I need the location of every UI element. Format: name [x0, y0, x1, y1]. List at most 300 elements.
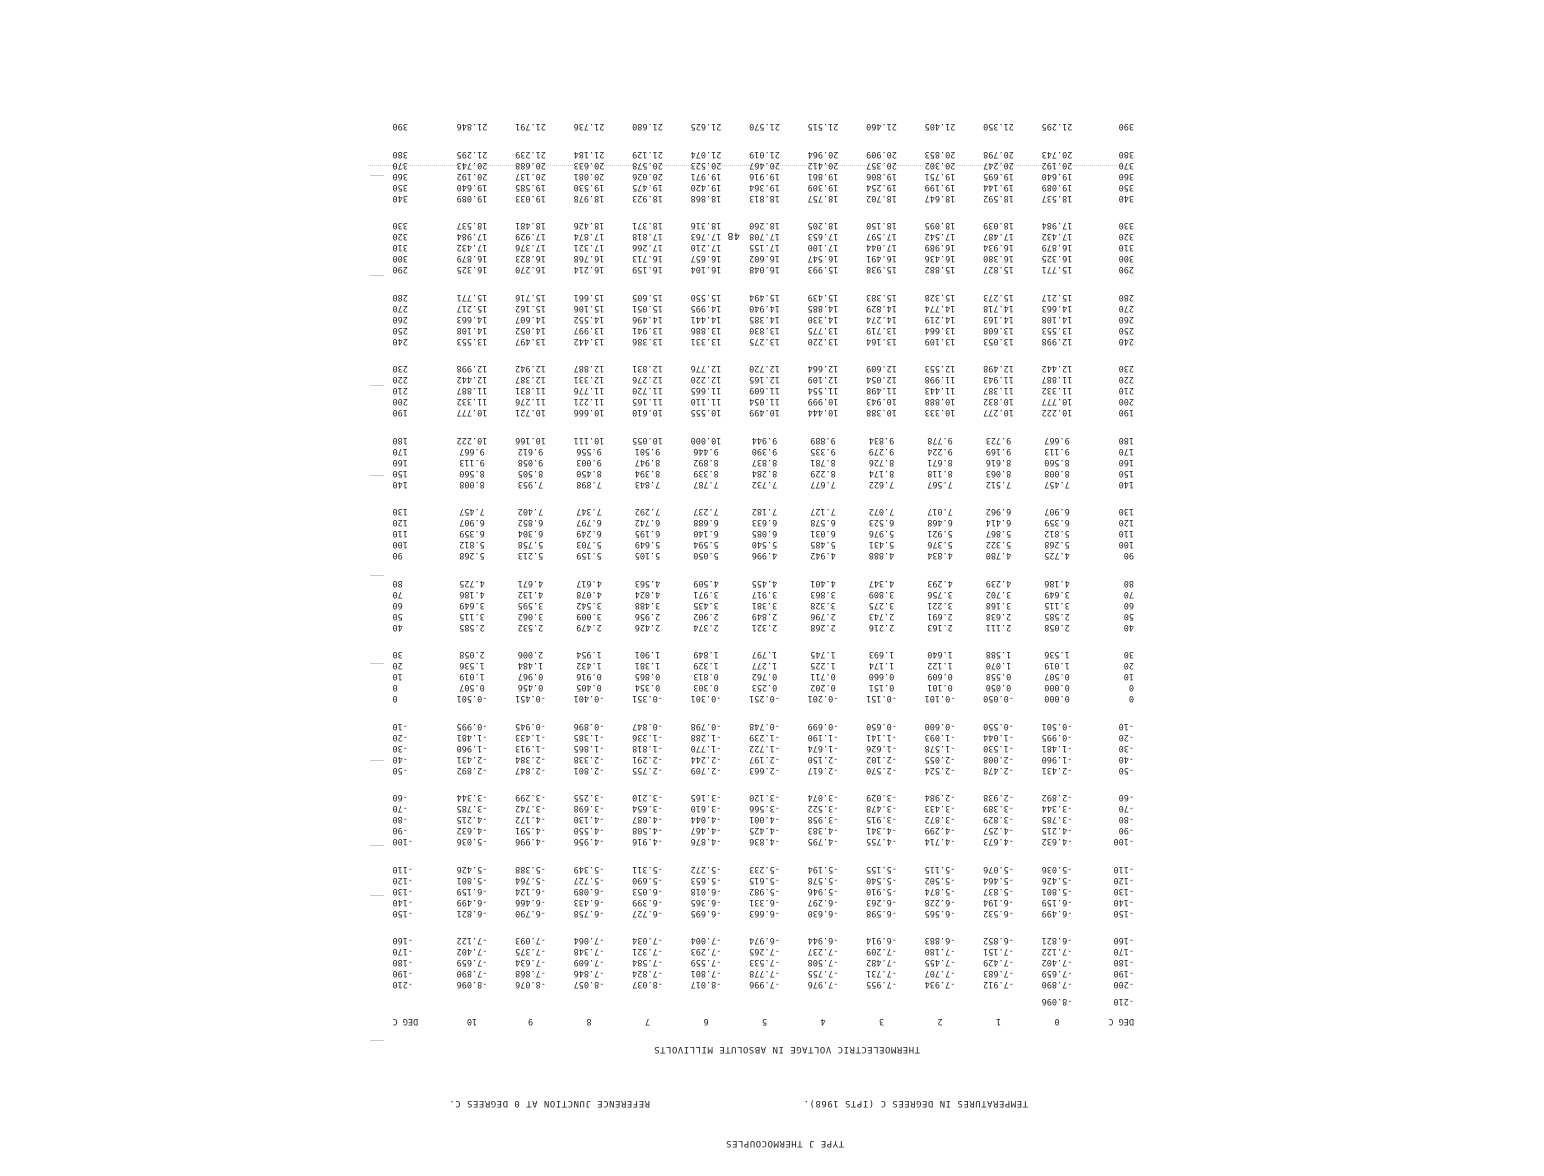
- table-cell: 1.019: [1044, 660, 1070, 671]
- table-cell: 16.380: [983, 253, 1014, 264]
- row-temp-label: -210: [1113, 996, 1134, 1006]
- table-cell: 19.199: [924, 181, 956, 192]
- table-cell: -3.654: [632, 803, 663, 814]
- row-temp-label-right: 30: [392, 649, 403, 660]
- table-cell: -4.215: [456, 814, 488, 825]
- table-cell: -4.130: [573, 814, 605, 825]
- table-cell: -6.399: [632, 896, 663, 907]
- table-cell: 17.542: [924, 231, 956, 242]
- row-temp-label-right: 240: [392, 335, 408, 346]
- row-temp-label-right: 290: [392, 264, 408, 275]
- table-cell: 0.354: [634, 682, 661, 693]
- table-cell: 13.109: [924, 335, 956, 346]
- table-cell: 12.998: [456, 363, 488, 374]
- table-cell: 12.498: [983, 363, 1014, 374]
- table-cell: 15.882: [924, 264, 956, 275]
- table-cell: -2.338: [573, 753, 605, 764]
- table-cell: -6.159: [1041, 896, 1073, 907]
- table-cell: 10.777: [456, 407, 488, 418]
- table-cell: -0.451: [515, 693, 546, 704]
- thermocouple-table: [358, 121, 1138, 1026]
- table-cell: -3.255: [573, 792, 605, 803]
- table-cell: -7.824: [632, 968, 663, 979]
- table-cell: -7.209: [866, 946, 897, 957]
- table-cell: -4.795: [807, 836, 839, 847]
- margin-mark: [370, 175, 384, 176]
- table-cell: 6.414: [985, 517, 1012, 528]
- table-cell: 7.347: [576, 506, 602, 517]
- table-cell: -1.433: [515, 731, 546, 742]
- table-cell: 4.401: [810, 578, 836, 588]
- table-cell: 12.442: [456, 374, 488, 385]
- table-cell: 20.798: [983, 149, 1014, 159]
- table-row: [358, 292, 1138, 302]
- table-cell: 19.585: [515, 181, 546, 192]
- table-cell: 6.085: [751, 528, 778, 539]
- table-row: [358, 875, 1138, 885]
- row-temp-label-right: -30: [392, 742, 408, 753]
- table-cell: 2.691: [927, 610, 953, 621]
- table-cell: -3.165: [690, 792, 722, 803]
- table-cell: -6.914: [866, 935, 897, 946]
- table-cell: 14.385: [749, 313, 780, 324]
- table-cell: 4.186: [1044, 578, 1070, 588]
- table-cell: 18.978: [573, 192, 605, 203]
- table-cell: -7.755: [807, 968, 839, 979]
- table-row: [358, 242, 1138, 252]
- table-cell: 9.003: [576, 456, 602, 467]
- table-cell: 16.989: [924, 242, 956, 253]
- table-cell: 5.649: [634, 539, 661, 550]
- table-cell: 3.488: [634, 599, 661, 610]
- table-cell: 4.347: [868, 578, 895, 588]
- table-row: [358, 457, 1138, 467]
- table-cell: 2.374: [693, 621, 719, 632]
- table-cell: -2.197: [749, 753, 780, 764]
- table-cell: 7.292: [634, 506, 661, 517]
- row-temp-label: 280: [1118, 292, 1134, 302]
- table-cell: 17.653: [807, 231, 839, 242]
- table-cell: 13.553: [1041, 324, 1073, 335]
- table-cell: -7.293: [690, 946, 722, 957]
- table-cell: 15.439: [807, 292, 839, 302]
- table-cell: 8.063: [985, 467, 1012, 478]
- table-cell: 12.553: [924, 363, 956, 374]
- table-cell: -7.890: [1041, 979, 1073, 990]
- table-cell: 7.512: [985, 478, 1012, 489]
- table-row: [358, 149, 1138, 159]
- table-cell: 21.350: [983, 121, 1014, 132]
- table-cell: 6.468: [927, 517, 953, 528]
- table-cell: 10.721: [515, 407, 546, 418]
- row-temp-label-right: 170: [392, 445, 408, 456]
- table-cell: 10.333: [924, 407, 956, 418]
- table-cell: -2.847: [515, 764, 546, 775]
- row-temp-label: -90: [1118, 825, 1134, 836]
- table-cell: 7.567: [927, 478, 953, 489]
- table-cell: -5.426: [456, 864, 488, 874]
- table-cell: 6.907: [459, 517, 485, 528]
- table-cell: 18.095: [924, 220, 956, 231]
- table-cell: 2.268: [810, 621, 836, 632]
- table-cell: 19.089: [1041, 181, 1073, 192]
- table-cell: 13.497: [515, 335, 546, 346]
- table-cell: 9.501: [634, 445, 661, 456]
- row-temp-label: 10: [1123, 671, 1134, 682]
- table-cell: 3.702: [985, 588, 1012, 599]
- table-cell: -6.263: [866, 896, 897, 907]
- row-temp-label: 60: [1123, 599, 1134, 610]
- table-row: [358, 578, 1138, 588]
- table-cell: 13.830: [749, 324, 780, 335]
- table-cell: 1.381: [634, 660, 661, 671]
- row-temp-label: 330: [1118, 220, 1134, 231]
- table-row: [358, 468, 1138, 478]
- table-cell: 0.253: [751, 682, 778, 693]
- table-cell: 1.954: [576, 649, 602, 660]
- table-cell: 18.592: [983, 192, 1014, 203]
- table-row: [358, 622, 1138, 632]
- table-cell: 15.661: [573, 292, 605, 302]
- table-cell: -7.455: [924, 957, 956, 968]
- row-temp-label-right: 310: [392, 242, 408, 253]
- table-row: [358, 396, 1138, 406]
- table-cell: 7.457: [459, 506, 485, 517]
- table-cell: -1.865: [573, 742, 605, 753]
- table-cell: 9.058: [517, 456, 544, 467]
- table-cell: 13.719: [866, 324, 897, 335]
- table-cell: 7.843: [634, 478, 661, 489]
- row-temp-label-right: -160: [392, 935, 413, 946]
- table-cell: -6.727: [632, 907, 663, 918]
- row-temp-label: 220: [1118, 374, 1134, 385]
- table-cell: 11.276: [515, 396, 546, 407]
- table-cell: 19.640: [456, 181, 488, 192]
- table-cell: -0.351: [632, 693, 663, 704]
- table-cell: -2.431: [1041, 764, 1073, 775]
- table-cell: 4.186: [459, 588, 485, 599]
- table-cell: 1.745: [810, 649, 836, 660]
- table-cell: -1.141: [866, 731, 897, 742]
- table-cell: -0.995: [1041, 731, 1073, 742]
- table-cell: 14.330: [807, 313, 839, 324]
- table-cell: -1.818: [632, 742, 663, 753]
- table-cell: 19.254: [866, 181, 897, 192]
- table-cell: 8.726: [868, 456, 895, 467]
- table-cell: -7.265: [749, 946, 780, 957]
- table-cell: 12.054: [866, 374, 897, 385]
- row-temp-label: -60: [1118, 792, 1134, 803]
- table-cell: 9.113: [459, 456, 485, 467]
- row-temp-label: 390: [1118, 121, 1134, 132]
- table-cell: -6.944: [807, 935, 839, 946]
- table-cell: -4.001: [749, 814, 780, 825]
- table-cell: 0.101: [927, 682, 953, 693]
- table-cell: 17.321: [573, 242, 605, 253]
- table-row: [358, 825, 1138, 835]
- table-cell: -5.036: [456, 836, 488, 847]
- table-cell: 14.607: [515, 313, 546, 324]
- table-cell: 11.498: [866, 385, 897, 396]
- row-temp-label: 0: [1128, 693, 1134, 704]
- table-cell: 6.031: [810, 528, 836, 539]
- table-cell: 15.827: [983, 264, 1014, 275]
- table-cell: -3.478: [866, 803, 897, 814]
- table-row: [358, 171, 1138, 181]
- table-cell: -6.821: [1041, 935, 1073, 946]
- table-cell: 20.302: [924, 159, 956, 170]
- table-cell: 15.716: [515, 292, 546, 302]
- table-cell: 1.329: [693, 660, 719, 671]
- table-cell: -6.194: [983, 896, 1014, 907]
- table-cell: -5.233: [749, 864, 780, 874]
- table-cell: 12.442: [1041, 363, 1073, 374]
- table-cell: 12.276: [632, 374, 663, 385]
- table-cell: -4.956: [573, 836, 605, 847]
- table-row: [358, 886, 1138, 896]
- table-cell: 0.456: [517, 682, 544, 693]
- page-title: TYPE J THERMOCOUPLES: [725, 1138, 844, 1148]
- table-cell: 10.999: [807, 396, 839, 407]
- table-cell: 18.150: [866, 220, 897, 231]
- table-row: [358, 611, 1138, 621]
- table-cell: -3.566: [749, 803, 780, 814]
- table-cell: 13.164: [866, 335, 897, 346]
- table-cell: 3.649: [1044, 588, 1070, 599]
- table-row: [358, 660, 1138, 670]
- row-temp-label: 170: [1118, 445, 1134, 456]
- table-cell: 4.509: [693, 578, 719, 588]
- table-cell: 13.997: [573, 324, 605, 335]
- table-cell: 7.898: [576, 478, 602, 489]
- table-cell: 4.455: [751, 578, 778, 588]
- row-temp-label: 260: [1118, 313, 1134, 324]
- table-cell: 10.444: [807, 407, 839, 418]
- table-cell: 2.058: [1044, 621, 1070, 632]
- table-cell: -7.348: [573, 946, 605, 957]
- table-cell: -6.433: [573, 896, 605, 907]
- table-cell: 13.386: [632, 335, 663, 346]
- table-row: [358, 908, 1138, 918]
- table-cell: 5.485: [810, 539, 836, 550]
- table-row: [358, 671, 1138, 681]
- row-temp-label: -80: [1118, 814, 1134, 825]
- table-cell: 11.720: [632, 385, 663, 396]
- table-cell: 12.998: [1041, 335, 1073, 346]
- table-cell: 3.809: [868, 588, 895, 599]
- table-cell: -7.402: [456, 946, 488, 957]
- table-cell: -4.673: [983, 836, 1014, 847]
- row-temp-label: 80: [1123, 578, 1134, 588]
- row-temp-label: -170: [1113, 946, 1134, 957]
- table-cell: 12.831: [632, 363, 663, 374]
- table-cell: 11.443: [924, 385, 956, 396]
- table-cell: 12.720: [749, 363, 780, 374]
- table-cell: 18.371: [632, 220, 663, 231]
- table-cell: 10.888: [924, 396, 956, 407]
- table-cell: -7.707: [924, 968, 956, 979]
- row-temp-label: 340: [1118, 192, 1134, 203]
- table-cell: 15.051: [632, 302, 663, 313]
- table-cell: 20.743: [1041, 149, 1073, 159]
- table-cell: 12.165: [749, 374, 780, 385]
- table-row: [358, 182, 1138, 192]
- row-temp-label: 30: [1123, 649, 1134, 660]
- table-cell: 20.081: [573, 170, 605, 181]
- table-cell: 8.892: [693, 456, 719, 467]
- row-temp-label-right: -60: [392, 792, 408, 803]
- table-cell: 13.664: [924, 324, 956, 335]
- table-cell: 3.649: [459, 599, 485, 610]
- table-cell: 21.074: [690, 149, 722, 159]
- table-cell: -0.401: [573, 693, 605, 704]
- row-temp-label-right: 110: [392, 528, 408, 539]
- table-cell: -0.995: [456, 721, 488, 731]
- row-temp-label: 380: [1118, 149, 1134, 159]
- table-cell: 0.507: [1044, 671, 1070, 682]
- table-cell: 3.009: [576, 610, 602, 621]
- table-cell: -0.151: [866, 693, 897, 704]
- table-cell: 9.667: [459, 445, 485, 456]
- row-temp-label-right: 300: [392, 253, 408, 264]
- table-row: [358, 946, 1138, 956]
- table-cell: -2.709: [690, 764, 722, 775]
- table-cell: -8.037: [632, 979, 663, 990]
- row-temp-label-right: 90: [392, 550, 403, 561]
- page-number: 48: [726, 230, 740, 241]
- table-row: [358, 732, 1138, 742]
- table-row: [358, 253, 1138, 263]
- table-cell: 10.388: [866, 407, 897, 418]
- table-row: [358, 754, 1138, 764]
- table-cell: 14.663: [1041, 302, 1073, 313]
- row-temp-label: -200: [1113, 979, 1134, 990]
- row-temp-label-right: -190: [392, 968, 413, 979]
- table-cell: 18.481: [515, 220, 546, 231]
- row-temp-label-right: -40: [392, 753, 408, 764]
- row-temp-label: 190: [1118, 407, 1134, 418]
- table-cell: 21.295: [456, 149, 488, 159]
- table-cell: 14.108: [1041, 313, 1073, 324]
- table-row: [358, 528, 1138, 538]
- table-cell: 4.834: [927, 550, 953, 561]
- table-row: [358, 314, 1138, 324]
- table-cell: 18.260: [749, 220, 780, 231]
- table-cell: 5.050: [693, 550, 719, 561]
- table-cell: -1.770: [690, 742, 722, 753]
- row-temp-label: -160: [1113, 935, 1134, 946]
- table-cell: 7.237: [693, 506, 719, 517]
- table-cell: -2.984: [924, 792, 956, 803]
- table-cell: 0.916: [576, 671, 602, 682]
- row-temp-label: 240: [1118, 335, 1134, 346]
- table-row: [358, 479, 1138, 489]
- table-cell: 12.664: [807, 363, 839, 374]
- table-cell: 14.829: [866, 302, 897, 313]
- margin-mark: [370, 475, 384, 476]
- table-cell: 17.818: [632, 231, 663, 242]
- table-cell: 4.239: [985, 578, 1012, 588]
- table-cell: -6.053: [632, 885, 663, 896]
- table-cell: 15.273: [983, 292, 1014, 302]
- table-cell: 13.275: [749, 335, 780, 346]
- table-cell: -1.336: [632, 731, 663, 742]
- row-temp-label: 70: [1123, 588, 1134, 599]
- row-temp-label: 200: [1118, 396, 1134, 407]
- table-cell: -8.057: [573, 979, 605, 990]
- row-temp-label: -70: [1118, 803, 1134, 814]
- table-cell: -0.501: [1041, 721, 1073, 731]
- table-cell: 11.943: [983, 374, 1014, 385]
- table-cell: -6.974: [749, 935, 780, 946]
- table-cell: 10.222: [456, 435, 488, 445]
- table-cell: -5.946: [807, 885, 839, 896]
- row-temp-label: 90: [1123, 550, 1134, 561]
- table-cell: -2.938: [983, 792, 1014, 803]
- table-cell: -7.533: [749, 957, 780, 968]
- table-cell: -6.297: [807, 896, 839, 907]
- row-temp-label-right: 230: [392, 363, 408, 374]
- table-cell: 18.647: [924, 192, 956, 203]
- row-temp-label-right: -130: [392, 885, 413, 896]
- table-cell: 7.017: [927, 506, 953, 517]
- table-cell: 11.165: [632, 396, 663, 407]
- table-cell: 2.585: [1044, 610, 1070, 621]
- caption-right: REFERENCE JUNCTION AT 0 DEGREES C.: [448, 1098, 650, 1108]
- table-cell: 16.214: [573, 264, 605, 275]
- table-cell: 11.387: [983, 385, 1014, 396]
- table-cell: 12.609: [866, 363, 897, 374]
- row-temp-label-right: -150: [392, 907, 413, 918]
- table-cell: -7.508: [807, 957, 839, 968]
- margin-mark: [370, 575, 384, 576]
- table-cell: 1.693: [868, 649, 895, 660]
- table-cell: 9.889: [810, 435, 836, 445]
- column-header: 1: [995, 1016, 1002, 1026]
- table-cell: 7.677: [810, 478, 836, 489]
- table-cell: 3.863: [810, 588, 836, 599]
- table-cell: -0.798: [690, 721, 722, 731]
- row-temp-label: -30: [1118, 742, 1134, 753]
- table-cell: 7.182: [751, 506, 778, 517]
- table-cell: 6.359: [459, 528, 485, 539]
- table-cell: -1.530: [983, 742, 1014, 753]
- table-cell: -2.384: [515, 753, 546, 764]
- table-cell: -7.064: [573, 935, 605, 946]
- margin-mark: [370, 385, 384, 386]
- table-cell: -0.251: [749, 693, 780, 704]
- table-cell: 15.605: [632, 292, 663, 302]
- table-cell: 13.775: [807, 324, 839, 335]
- table-cell: 0.865: [634, 671, 661, 682]
- table-cell: 2.585: [459, 621, 485, 632]
- table-cell: 20.688: [515, 159, 546, 170]
- table-row: [358, 539, 1138, 549]
- table-cell: 5.976: [868, 528, 895, 539]
- table-cell: 16.768: [573, 253, 605, 264]
- row-temp-label: 100: [1118, 539, 1134, 550]
- row-temp-label: -190: [1113, 968, 1134, 979]
- table-cell: 1.849: [693, 649, 719, 660]
- table-cell: 20.578: [632, 159, 663, 170]
- table-row: [358, 996, 1138, 1006]
- table-cell: 8.118: [927, 467, 953, 478]
- table-cell: 0.050: [985, 682, 1012, 693]
- table-header-row: [358, 1012, 1138, 1026]
- table-cell: 15.993: [807, 264, 839, 275]
- table-cell: 10.555: [690, 407, 722, 418]
- table-cell: 5.322: [985, 539, 1012, 550]
